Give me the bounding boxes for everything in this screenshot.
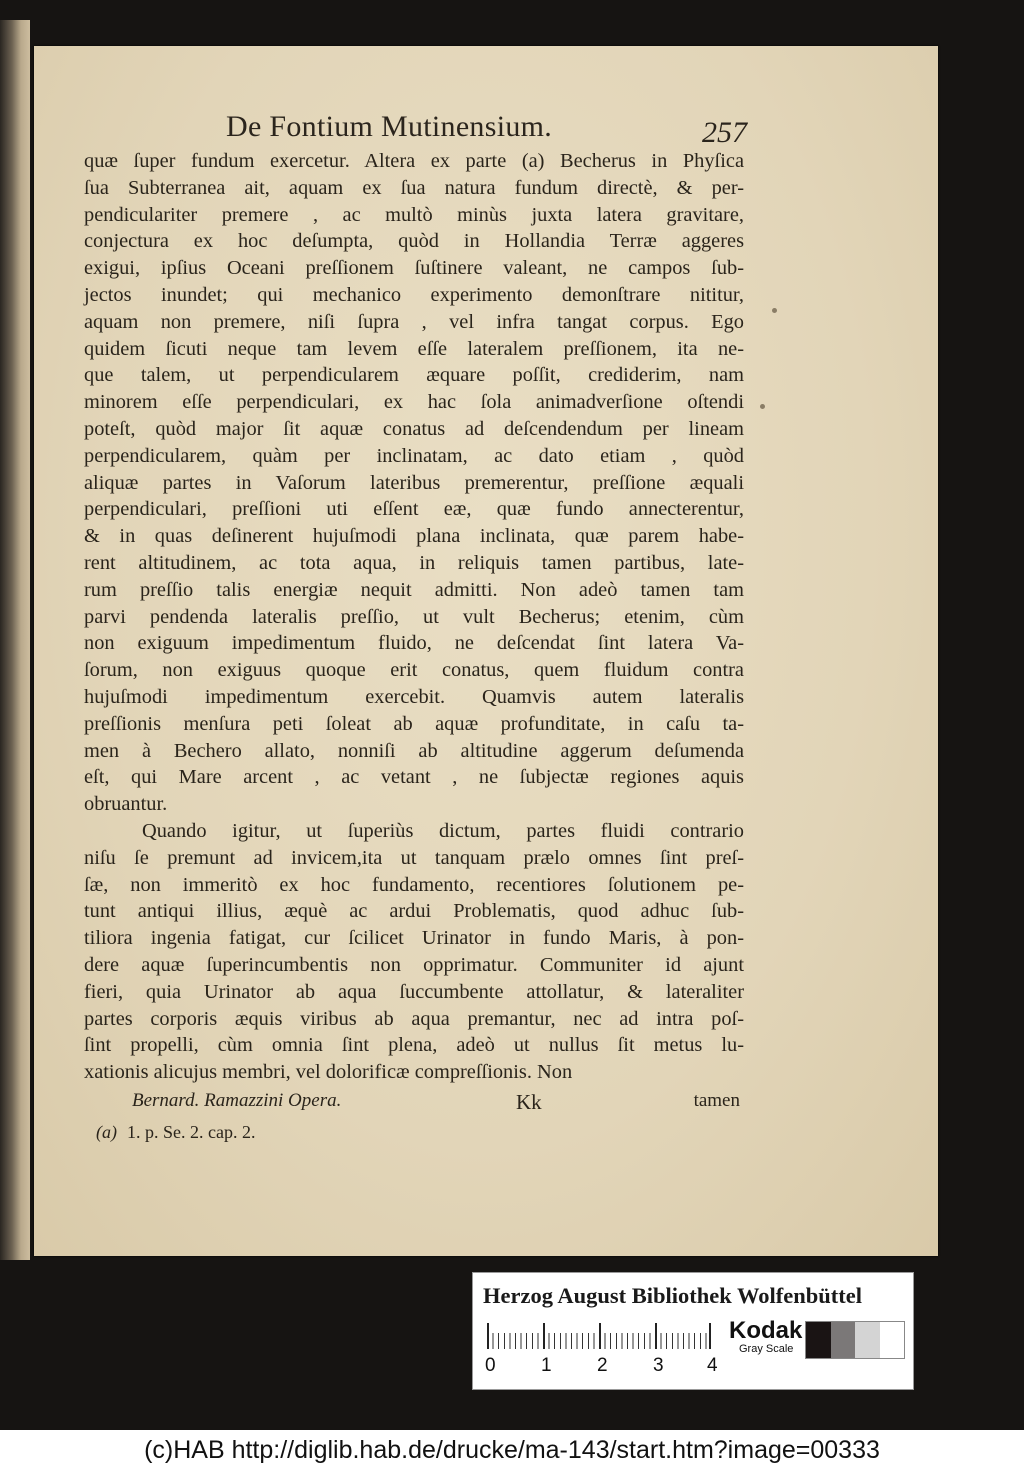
gray-swatch <box>831 1322 856 1358</box>
page-number: 257 <box>702 116 747 149</box>
text-line: quæ ſuper fundum exercetur. Altera ex parte (a) Becherus in Phyſica <box>84 150 744 172</box>
text-line: Quando igitur, ut ſuperiùs dictum, partes fluidi contrario <box>142 819 744 842</box>
text-line: perpendiculari, preſſioni uti eſſent eæ, quæ fundo annecterentur, <box>84 498 744 521</box>
text-line: minorem eſſe perpendiculari, ex hac ſola animadverſione oſtendi <box>84 391 744 414</box>
text-line: partes corporis æquis viribus ab aqua premantur, nec ad intra poſ- <box>84 1007 744 1030</box>
ruler-number: 4 <box>707 1355 718 1376</box>
text-line: quidem ſicuti neque tam levem eſſe lateralem preſſionem, ita ne- <box>84 337 744 360</box>
ruler-number: 3 <box>653 1355 664 1376</box>
kodak-subtitle: Gray Scale <box>739 1343 794 1355</box>
text-line: niſu ſe premunt ad invicem,ita ut tanquam prælo omnes ſint preſ- <box>84 846 744 869</box>
book-spine-edge <box>0 20 30 1260</box>
text-line: poteſt, quòd major ſit aquæ conatus ad deſcendendum per lineam <box>84 417 744 440</box>
text-line: eſt, qui Mare arcent , ac vetant , ne ſubjectæ regiones aquis <box>84 766 744 789</box>
catchline <box>132 1090 740 1118</box>
text-line: tunt antiqui illius, æquè ac ardui Problematis, quod adhuc ſub- <box>84 900 744 923</box>
text-line: rum preſſio talis energiæ nequit admitti. Non adeò tamen tam <box>84 578 744 601</box>
text-line: rent altitudinem, ac tota aqua, in reliquis tamen partibus, late- <box>84 551 744 574</box>
text-line: perpendicularem, quàm per inclinatam, ac dato etiam , quòd <box>84 444 744 467</box>
text-line: aquam non premere, niſi ſupra , vel infra tangat corpus. Ego <box>84 310 744 333</box>
text-line: hujuſmodi impedimentum exercebit. Quamvis autem lateralis <box>84 685 744 708</box>
text-line: conjectura ex hoc deſumpta, quòd in Hollandia Terræ aggeres <box>84 230 744 253</box>
margin-speck <box>760 404 765 409</box>
text-line: que talem, ut perpendicularem æquare poſſit, crediderim, nam <box>84 364 744 387</box>
footer-url: (c)HAB http://diglib.hab.de/drucke/ma-143/start.htm?image=00333 <box>0 1430 1024 1470</box>
running-head <box>34 108 938 148</box>
ruler-number: 1 <box>541 1355 552 1376</box>
text-line: & in quas deſinerent hujuſmodi plana inclinata, quæ parem habe- <box>84 525 744 548</box>
book-page <box>34 46 938 1256</box>
ruler-major-tick <box>487 1323 489 1349</box>
library-color-target <box>472 1272 914 1390</box>
ruler-major-tick <box>543 1323 545 1349</box>
signature-mark: Kk <box>516 1090 542 1114</box>
gray-swatch <box>880 1322 905 1358</box>
ruler-numbers <box>481 1355 731 1379</box>
ruler-major-tick <box>709 1323 711 1349</box>
text-line: parvi pendenda lateralis preſſio, ut vult Becherus; etenim, cùm <box>84 605 744 628</box>
ruler-number: 0 <box>485 1355 496 1376</box>
text-line: ſua Subterranea ait, aquam ex ſua natura fundum directè, & per- <box>84 176 744 199</box>
text-line: ſæ, non immeritò ex hoc fundamento, recentiores ſolutionem pe- <box>84 873 744 896</box>
text-line: preſſionis menſura peti ſoleat ab aquæ profunditate, in caſu ta- <box>84 712 744 735</box>
text-line: pendiculariter premere , ac multò minùs juxta latera gravitare, <box>84 203 744 226</box>
kodak-brand: Kodak <box>729 1317 803 1344</box>
gray-swatch <box>855 1322 880 1358</box>
catchline-author: Bernard. Ramazzini Opera. <box>132 1090 342 1111</box>
ruler-major-tick <box>599 1323 601 1349</box>
text-line: ſint propelli, cùm omnia ſint plena, adeò ut nullus ſit metus lu- <box>84 1034 744 1057</box>
library-label-title: Herzog August Bibliothek Wolfenbüttel <box>483 1283 862 1308</box>
text-line: exigui, ipſius Oceani preſſionem ſuſtinere valeant, ne campos ſub- <box>84 257 744 280</box>
footnote <box>96 1122 255 1143</box>
footnote-text: 1. p. Se. 2. cap. 2. <box>127 1122 256 1142</box>
footnote-mark: (a) <box>96 1122 117 1142</box>
running-head-title: De Fontium Mutinensium. <box>226 110 553 143</box>
body-text <box>84 148 744 1086</box>
text-line: obruantur. <box>84 793 168 816</box>
gray-scale-swatches <box>805 1321 905 1359</box>
text-line: non exiguum impedimentum fluido, ne deſcendat ſint latera Va- <box>84 632 744 655</box>
text-line: ſorum, non exiguus quoque erit conatus, quem fluidum contra <box>84 659 744 682</box>
text-line: jectos inundet; qui mechanico experimento demonſtrare nititur, <box>84 283 744 306</box>
gray-swatch <box>806 1322 831 1358</box>
text-line: aliquæ partes in Vaſorum lateribus premerentur, preſſione æquali <box>84 471 744 494</box>
scale-ruler <box>487 1323 711 1349</box>
catchword: tamen <box>693 1090 740 1111</box>
margin-speck <box>772 308 777 313</box>
text-line: fieri, quia Urinator ab aqua ſuccumbente attollatur, & lateraliter <box>84 980 744 1003</box>
ruler-number: 2 <box>597 1355 608 1376</box>
ruler-major-tick <box>655 1323 657 1349</box>
text-line: men à Bechero allato, nonniſi ab altitudine aggerum deſumenda <box>84 739 744 762</box>
text-line: dere aquæ ſuperincumbentis non opprimatur. Communiter id ajunt <box>84 953 744 976</box>
text-line: xationis alicujus membri, vel dolorificæ compreſſionis. Non <box>84 1061 573 1084</box>
text-line: tiliora ingenia fatigat, cur ſcilicet Urinator in fundo Maris, à pon- <box>84 927 744 950</box>
